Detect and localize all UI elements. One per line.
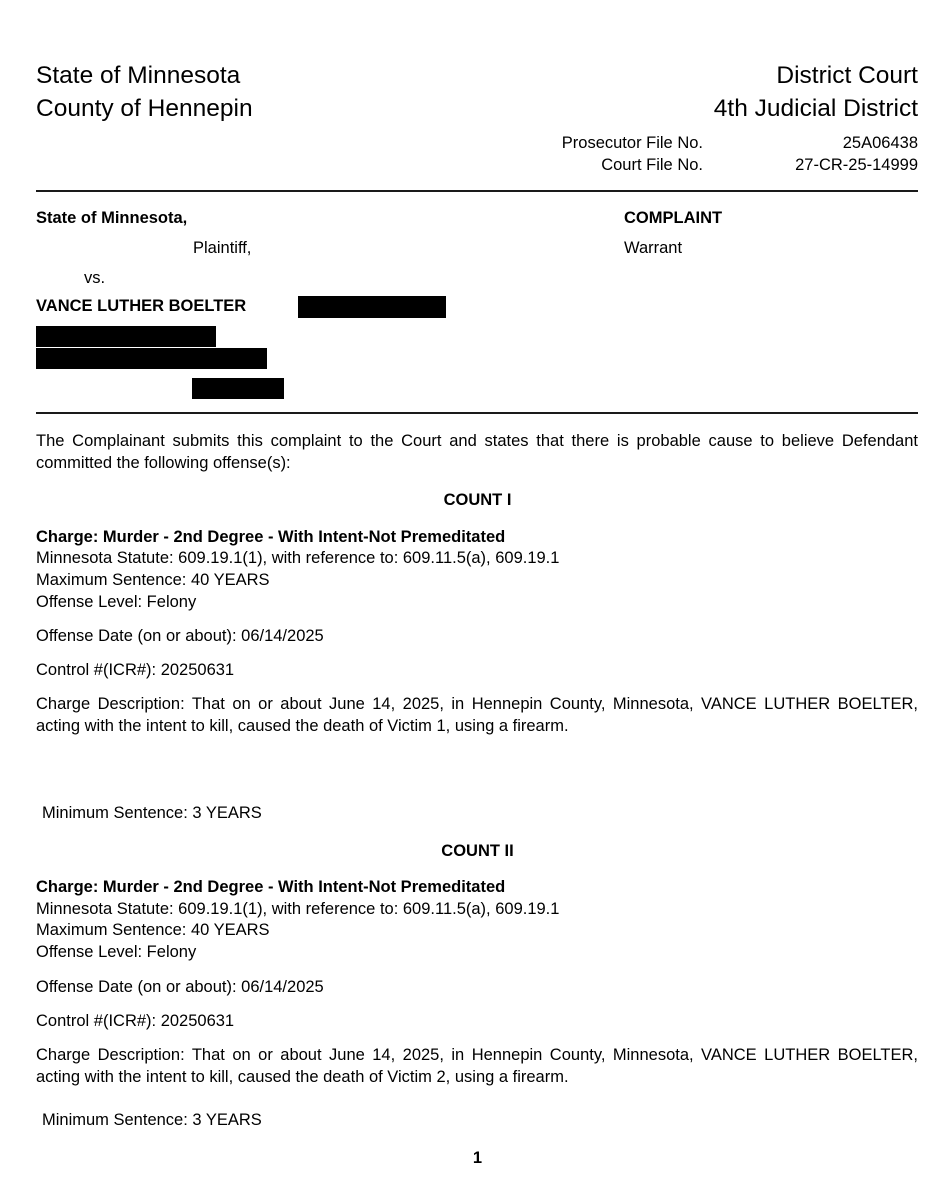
defendant-name: VANCE LUTHER BOELTER bbox=[36, 297, 247, 315]
court-file-label: Court File No. bbox=[601, 156, 703, 174]
offense-level: Offense Level: Felony bbox=[36, 593, 197, 611]
charge-description: Charge Description: That on or about June 14, 2025, in Hennepin County, Minnesota, VANCE LUTHER BOELTER, acting with the intent to kill, caused the death of Victim 2, using a firearm. bbox=[36, 1046, 918, 1086]
court-file-number: 27-CR-25-14999 bbox=[795, 156, 918, 174]
charge-description: Charge Description: That on or about June 14, 2025, in Hennepin County, Minnesota, VANCE LUTHER BOELTER, acting with the intent to kill, caused the death of Victim 1, using a firearm. bbox=[36, 695, 918, 735]
redaction-block bbox=[192, 378, 284, 399]
min-sentence: Minimum Sentence: 3 YEARS bbox=[42, 804, 262, 822]
charge-title: Charge: Murder - 2nd Degree - With Intent-Not Premeditated bbox=[36, 878, 506, 896]
offense-date: Offense Date (on or about): 06/14/2025 bbox=[36, 627, 324, 645]
control-number: Control #(ICR#): 20250631 bbox=[36, 1012, 235, 1030]
page-number: 1 bbox=[472, 1149, 483, 1167]
prosecutor-file-label: Prosecutor File No. bbox=[561, 134, 703, 152]
control-number: Control #(ICR#): 20250631 bbox=[36, 661, 235, 679]
count-heading: COUNT II bbox=[441, 842, 514, 860]
document-type: COMPLAINT bbox=[624, 209, 723, 227]
offense-date: Offense Date (on or about): 06/14/2025 bbox=[36, 978, 324, 996]
header-divider bbox=[36, 190, 918, 192]
document-subtype: Warrant bbox=[624, 239, 683, 257]
judicial-district: 4th Judicial District bbox=[713, 95, 918, 122]
versus-label: vs. bbox=[84, 269, 106, 287]
count-heading: COUNT I bbox=[443, 491, 512, 509]
redaction-block bbox=[298, 296, 446, 318]
intro-paragraph: The Complainant submits this complaint to the Court and states that there is probable cause to believe Defendant committed the following offense(s): bbox=[36, 432, 918, 472]
prosecutor-file-number: 25A06438 bbox=[842, 134, 918, 152]
charge-title: Charge: Murder - 2nd Degree - With Intent-Not Premeditated bbox=[36, 528, 506, 546]
redaction-block bbox=[36, 348, 267, 369]
statute-line: Minnesota Statute: 609.19.1(1), with reference to: 609.11.5(a), 609.19.1 bbox=[36, 549, 560, 567]
state-name: State of Minnesota bbox=[36, 62, 241, 89]
min-sentence: Minimum Sentence: 3 YEARS bbox=[42, 1111, 262, 1129]
caption-divider bbox=[36, 412, 918, 414]
redaction-block bbox=[36, 326, 216, 347]
statute-line: Minnesota Statute: 609.19.1(1), with reference to: 609.11.5(a), 609.19.1 bbox=[36, 900, 560, 918]
plaintiff-name: State of Minnesota, bbox=[36, 209, 188, 227]
max-sentence: Maximum Sentence: 40 YEARS bbox=[36, 571, 270, 589]
court-name: District Court bbox=[776, 62, 918, 89]
offense-level: Offense Level: Felony bbox=[36, 943, 197, 961]
plaintiff-role: Plaintiff, bbox=[193, 239, 252, 257]
max-sentence: Maximum Sentence: 40 YEARS bbox=[36, 921, 270, 939]
county-name: County of Hennepin bbox=[36, 95, 253, 122]
